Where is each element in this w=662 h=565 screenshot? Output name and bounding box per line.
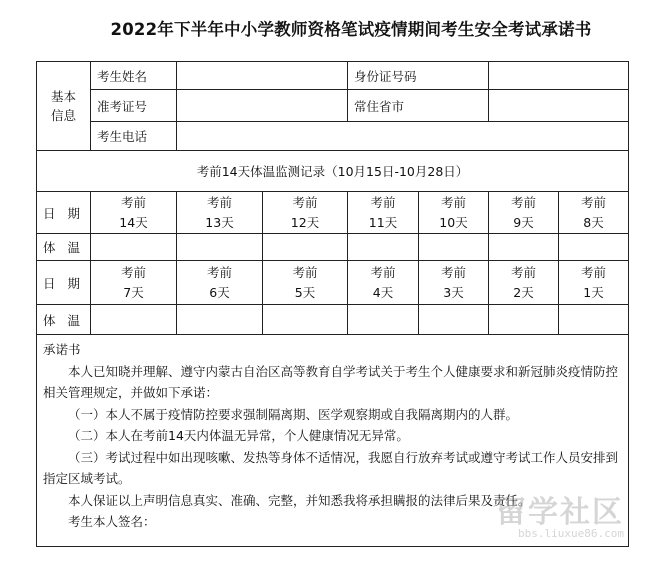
temperature-field[interactable] xyxy=(348,234,419,261)
document-title: 2022年下半年中小学教师资格笔试疫情期间考生安全考试承诺书 xyxy=(110,20,592,39)
temperature-field[interactable] xyxy=(419,234,489,261)
temperature-field[interactable] xyxy=(91,234,177,261)
day-cell: 考前 10天 xyxy=(419,192,489,234)
signature-label: 考生本人签名： xyxy=(68,514,156,529)
phone-label: 考生电话 xyxy=(91,122,177,151)
day-cell: 考前 14天 xyxy=(91,192,177,234)
watermark-text: 留学社区 xyxy=(496,495,625,530)
day-cell: 考前 8天 xyxy=(559,192,629,234)
temperature-field[interactable] xyxy=(559,234,629,261)
pledge-item-3: （三）考试过程中如出现咳嗽、发热等身体不适情况，我愿自行放弃考试或遵守考试工作人员安排到指定区域考试。 xyxy=(43,449,619,486)
temperature-field[interactable] xyxy=(91,305,177,335)
temperature-row-label: 体 温 xyxy=(37,305,91,335)
day-cell: 考前 11天 xyxy=(348,192,419,234)
temperature-field[interactable] xyxy=(348,305,419,335)
temperature-field[interactable] xyxy=(489,305,559,335)
pledge-paragraph: 本人已知晓并理解、遵守内蒙古自治区高等教育自学考试关于考生个人健康要求和新冠肺炎疫情防控相关管理规定，并做如下承诺： xyxy=(43,363,619,400)
pledge-item-2: （二）本人在考前14天内体温无异常，个人健康情况无异常。 xyxy=(68,428,409,443)
admission-number-label: 准考证号 xyxy=(91,90,177,122)
watermark-url: bbs.liuxue86.com xyxy=(518,527,625,540)
temperature-record-header: 考前14天体温监测记录（10月15日-10月28日） xyxy=(37,151,629,192)
id-number-field[interactable] xyxy=(489,62,629,90)
pledge-item-1: （一）本人不属于疫情防控要求强制隔离期、医学观察期或自我隔离期内的人群。 xyxy=(68,406,519,422)
pledge-form-table xyxy=(36,61,629,547)
pledge-guarantee: 本人保证以上声明信息真实、准确、完整，并知悉我将承担瞒报的法律后果及责任。 xyxy=(68,492,531,508)
day-cell: 考前 6天 xyxy=(177,261,263,305)
day-cell: 考前 1天 xyxy=(559,261,629,305)
pledge-section xyxy=(37,335,629,547)
date-row-label: 日 期 xyxy=(37,192,91,234)
day-cell: 考前 3天 xyxy=(419,261,489,305)
day-cell: 考前 2天 xyxy=(489,261,559,305)
day-cell: 考前 13天 xyxy=(177,192,263,234)
pledge-heading: 承诺书 xyxy=(43,342,81,357)
name-label: 考生姓名 xyxy=(91,62,177,90)
temperature-field[interactable] xyxy=(489,234,559,261)
day-cell: 考前 9天 xyxy=(489,192,559,234)
admission-number-field[interactable] xyxy=(177,90,348,122)
temperature-field[interactable] xyxy=(263,305,348,335)
province-label: 常住省市 xyxy=(348,90,489,122)
day-cell: 考前 4天 xyxy=(348,261,419,305)
id-number-label: 身份证号码 xyxy=(348,62,489,90)
temperature-field[interactable] xyxy=(177,234,263,261)
date-row-label: 日 期 xyxy=(37,261,91,305)
name-field[interactable] xyxy=(177,62,348,90)
temperature-field[interactable] xyxy=(263,234,348,261)
temperature-field[interactable] xyxy=(559,305,629,335)
day-cell: 考前 7天 xyxy=(91,261,177,305)
temperature-field[interactable] xyxy=(419,305,489,335)
temperature-row-label: 体 温 xyxy=(37,234,91,261)
day-cell: 考前 5天 xyxy=(263,261,348,305)
phone-field[interactable] xyxy=(177,122,629,151)
basic-info-label: 基本 信息 xyxy=(37,62,91,151)
province-field[interactable] xyxy=(489,90,629,122)
day-cell: 考前 12天 xyxy=(263,192,348,234)
temperature-field[interactable] xyxy=(177,305,263,335)
watermark-logo xyxy=(496,495,625,540)
